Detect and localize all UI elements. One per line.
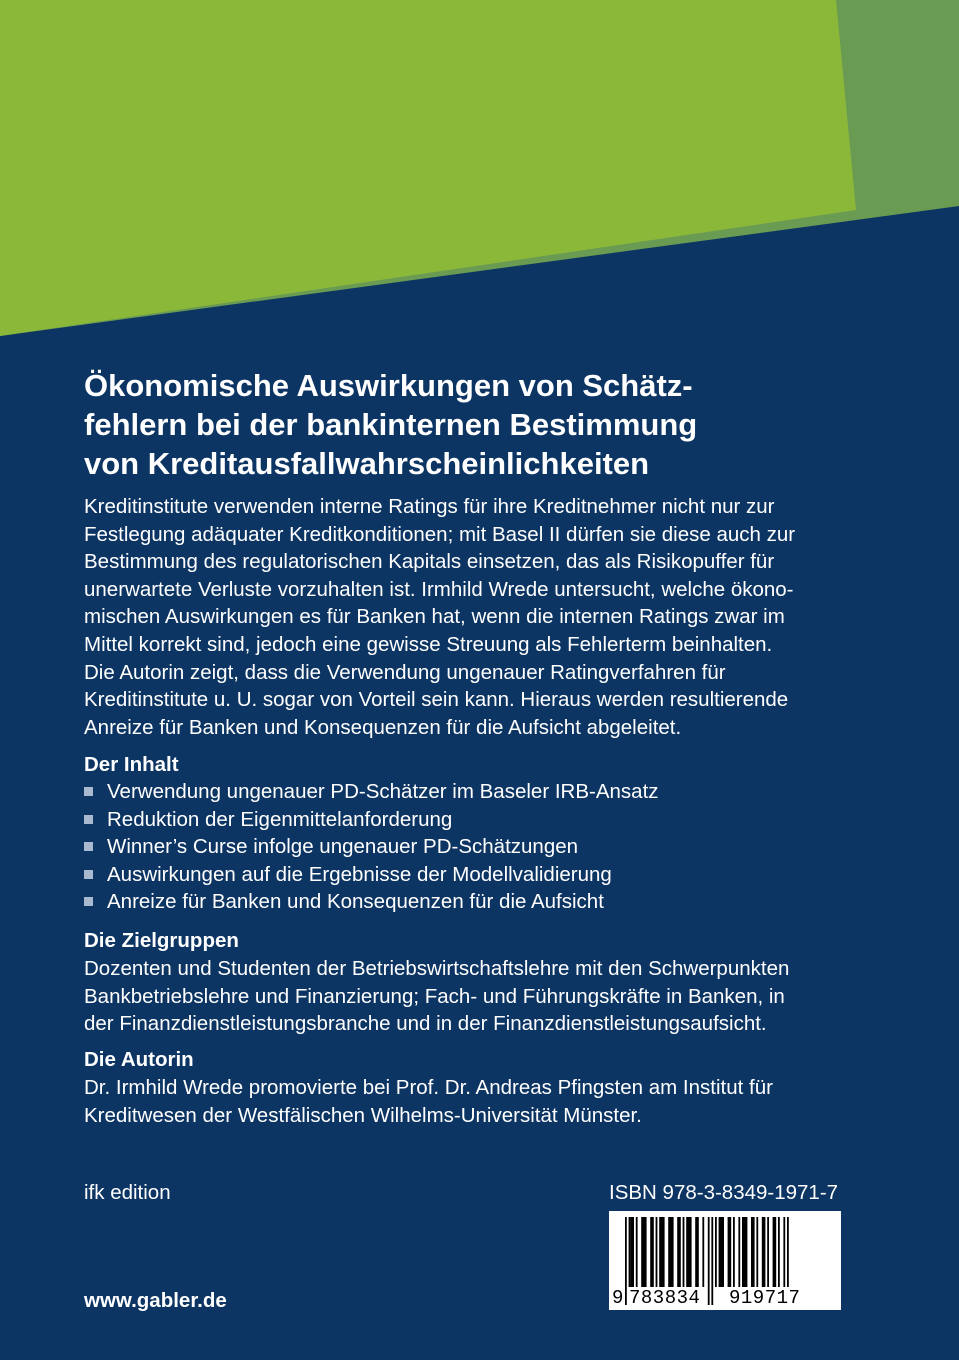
intro-line: Kreditinstitute u. U. sogar von Vorteil sein kann. Hieraus werden resultierende xyxy=(84,688,789,712)
intro-line: Festlegung adäquater Kreditkonditionen; mit Basel II dürfen sie diese auch zur xyxy=(84,522,796,546)
barcode-digits xyxy=(609,1287,841,1309)
intro-line: Anreize für Banken und Konsequenzen für die Aufsicht abgeleitet. xyxy=(84,715,682,739)
barcode-bar xyxy=(659,1217,664,1287)
barcode-bar xyxy=(668,1217,673,1287)
barcode-bar xyxy=(751,1217,755,1287)
barcode-bar xyxy=(683,1217,685,1287)
zielgruppen-line: der Finanzdienstleistungsbranche und in der Finanzdienstleistungsaufsicht. xyxy=(84,1012,767,1036)
zielgruppen-heading: Die Zielgruppen xyxy=(84,929,239,952)
book-title xyxy=(84,366,884,483)
intro-line: mischen Auswirkungen es für Banken hat, wenn die internen Ratings zwar im xyxy=(84,605,785,629)
zielgruppen-line: Bankbetriebslehre und Finanzierung; Fach- und Führungskräfte in Banken, in xyxy=(84,984,785,1008)
title-line: fehlern bei der bankinternen Bestimmung xyxy=(84,407,698,442)
square-bullet-icon xyxy=(84,897,93,906)
barcode-bar xyxy=(756,1217,758,1287)
square-bullet-icon xyxy=(84,815,93,824)
barcode-bar xyxy=(733,1217,735,1287)
list-item xyxy=(84,778,659,806)
barcode-bar xyxy=(767,1217,769,1287)
barcode-bar xyxy=(778,1217,780,1287)
barcode-bar xyxy=(715,1217,717,1287)
barcode-digit-group-right: 919717 xyxy=(729,1287,801,1309)
barcode-bar xyxy=(728,1217,732,1287)
intro-line: unerwartete Verluste vorzuhalten ist. Irmhild Wrede untersucht, welche ökono- xyxy=(84,577,794,601)
zielgruppen-line: Dozenten und Studenten der Betriebswirtschaftslehre mit den Schwerpunkten xyxy=(84,957,790,980)
square-bullet-icon xyxy=(84,870,93,879)
list-item-text: Reduktion der Eigenmittelanforderung xyxy=(107,807,453,831)
intro-line: Bestimmung des regulatorischen Kapitals einsetzen, das als Risikopuffer für xyxy=(84,550,775,574)
autorin-line: Kreditwesen der Westfälischen Wilhelms-Universität Münster. xyxy=(84,1103,642,1127)
intro-line: Kreditinstitute verwenden interne Ratings für ihre Kreditnehmer nicht nur zur xyxy=(84,495,775,518)
barcode-bar xyxy=(656,1217,658,1287)
imprint-label: ifk edition xyxy=(84,1181,171,1204)
publisher-url: www.gabler.de xyxy=(84,1289,227,1312)
barcode-digit-first: 9 xyxy=(612,1287,624,1309)
barcode-bar xyxy=(695,1217,699,1287)
barcode-bar xyxy=(742,1217,747,1287)
barcode-digit-group-left: 783834 xyxy=(629,1287,701,1309)
list-item-text: Auswirkungen auf die Ergebnisse der Modellvalidierung xyxy=(107,862,612,886)
intro-line: Die Autorin zeigt, dass die Verwendung ungenauer Ratingverfahren für xyxy=(84,660,726,684)
inhalt-list xyxy=(84,778,659,916)
barcode-bar xyxy=(762,1217,766,1287)
autorin-line: Dr. Irmhild Wrede promovierte bei Prof. Dr. Andreas Pfingsten am Institut für xyxy=(84,1076,773,1099)
zielgruppen-paragraph xyxy=(84,955,884,1038)
barcode-bar xyxy=(630,1217,634,1287)
barcode-bar xyxy=(636,1217,638,1287)
intro-line: Mittel korrekt sind, jedoch eine gewisse Streuung als Fehlerterm beinhalten. xyxy=(84,632,773,656)
barcode-bar xyxy=(719,1217,724,1287)
square-bullet-icon xyxy=(84,787,93,796)
intro-paragraph xyxy=(84,493,884,741)
barcode-bar xyxy=(641,1217,646,1287)
title-line: Ökonomische Auswirkungen von Schätz- xyxy=(84,368,693,403)
barcode-bar xyxy=(677,1217,681,1287)
list-item xyxy=(84,861,659,889)
barcode xyxy=(609,1211,841,1310)
barcode-bar xyxy=(650,1217,654,1287)
list-item xyxy=(84,888,659,916)
list-item-text: Winner’s Curse infolge ungenauer PD-Schätzungen xyxy=(107,835,579,859)
autorin-paragraph xyxy=(84,1074,884,1129)
list-item xyxy=(84,833,659,861)
barcode-bar xyxy=(702,1217,704,1287)
title-line: von Kreditausfallwahrscheinlichkeiten xyxy=(84,446,650,481)
barcode-bar xyxy=(686,1217,691,1287)
inhalt-heading: Der Inhalt xyxy=(84,753,179,776)
list-item-text: Anreize für Banken und Konsequenzen für die Aufsicht xyxy=(107,890,604,914)
list-item xyxy=(84,806,659,834)
barcode-bar xyxy=(738,1217,740,1287)
barcode-bar xyxy=(773,1217,777,1287)
autorin-heading: Die Autorin xyxy=(84,1048,194,1071)
isbn-label: ISBN 978-3-8349-1971-7 xyxy=(609,1181,839,1204)
square-bullet-icon xyxy=(84,842,93,851)
list-item-text: Verwendung ungenauer PD-Schätzer im Baseler IRB-Ansatz xyxy=(107,780,659,803)
